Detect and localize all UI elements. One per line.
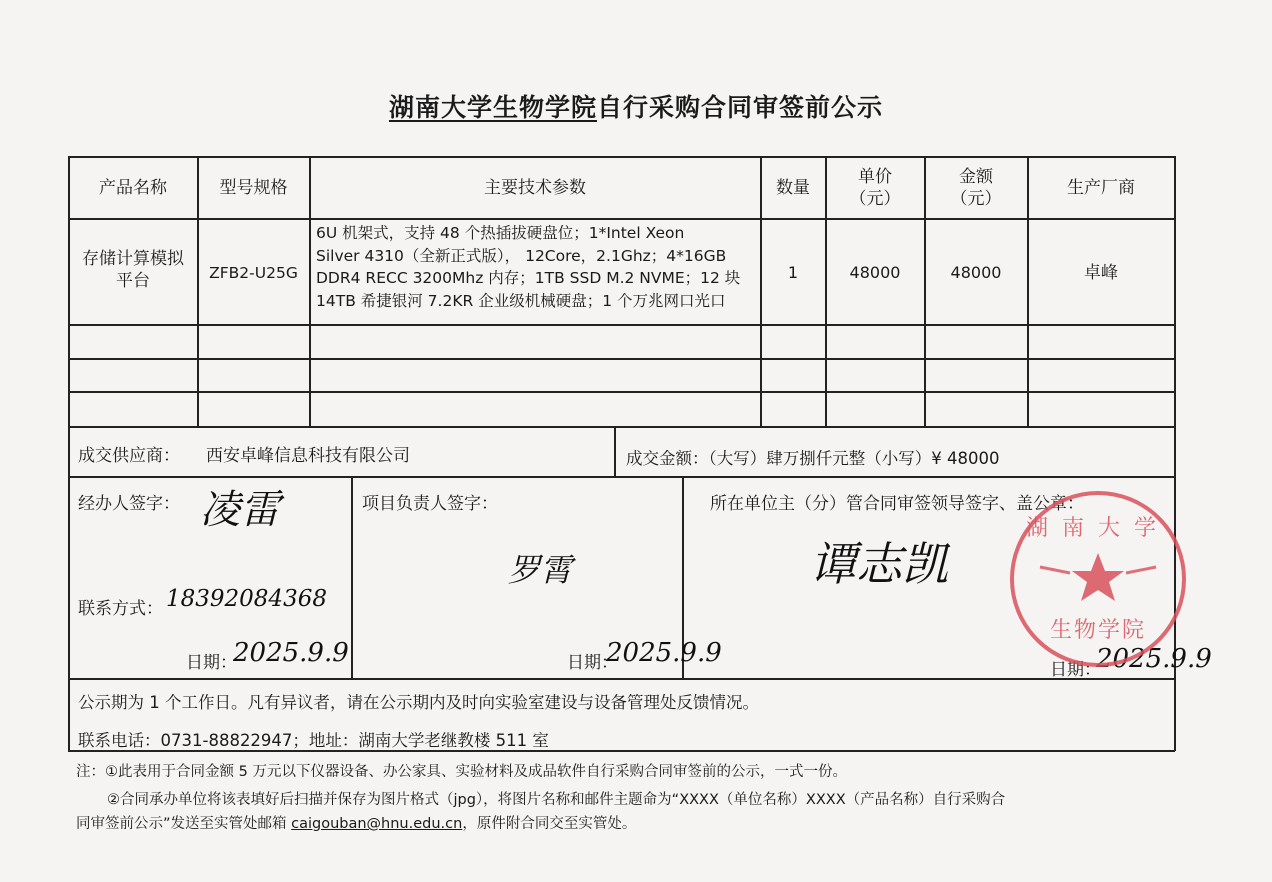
handler-label: 经办人签字： — [78, 494, 180, 514]
grid-line — [68, 678, 1175, 680]
param-line: Silver 4310（全新正式版）， 12Core，2.1Ghz；4*16GB — [316, 246, 727, 265]
date-label-2: 日期： — [567, 653, 618, 673]
publicity-line-2: 联系电话：0731-88822947；地址：湖南大学老继教楼 511 室 — [78, 731, 549, 750]
supplier-value: 西安卓峰信息科技有限公司 — [206, 446, 410, 466]
date-label-1: 日期： — [186, 653, 237, 673]
supplier-label: 成交供应商： — [78, 446, 180, 466]
note-3-post: ，原件附合同交至实管处。 — [462, 816, 637, 832]
handler-signature: 凌雷 — [200, 487, 280, 533]
cell-maker: 卓峰 — [1084, 262, 1118, 283]
seal-bar — [1126, 567, 1156, 573]
product-name-line1: 存储计算模拟 — [82, 249, 184, 269]
leader-label: 所在单位主（分）管合同审签领导签字、盖公章： — [710, 494, 1084, 514]
cell-unit-price: 48000 — [849, 262, 901, 282]
note-1: 注：①此表用于合同金额 5 万元以下仪器设备、办公家具、实验材料及成品软件自行采购合同审签前的公示，一式一份。 — [76, 764, 847, 780]
contact-value: 18392084368 — [166, 586, 327, 612]
grid-line — [68, 358, 1175, 360]
official-seal — [1006, 487, 1190, 671]
title-org: 湖南大学生物学院 — [388, 93, 597, 122]
header-params: 主要技术参数 — [484, 177, 586, 198]
header-product-name: 产品名称 — [99, 177, 167, 198]
header-unit-price-line2: （元） — [849, 188, 901, 209]
seal-top-text: 湖南大学 — [1025, 516, 1171, 541]
seal-bar — [1040, 567, 1070, 573]
note-3 — [76, 812, 636, 833]
publicity-line-1: 公示期为 1 个工作日。凡有异议者，请在公示期内及时向实验室建设与设备管理处反馈情况。 — [78, 693, 759, 712]
grid-line — [68, 218, 1175, 220]
grid-line — [68, 391, 1175, 393]
param-line: 6U 机架式，支持 48 个热插拔硬盘位；1*Intel Xeon — [316, 224, 685, 242]
header-unit-price — [826, 157, 924, 218]
note-2: ②合同承办单位将该表填好后扫描并保存为图片格式（jpg），将图片名称和邮件主题命为“XXXX（单位名称）XXXX（产品名称）自行采购合 — [107, 792, 1006, 808]
grid-line — [614, 426, 616, 477]
note-3-pre: 同审签前公示”发送至实管处邮箱 — [76, 816, 292, 832]
date-value-3: 2025.9.9 — [1096, 644, 1212, 674]
seal-bottom-text: 生物学院 — [1049, 618, 1147, 643]
cell-params — [316, 222, 760, 312]
contact-label: 联系方式： — [78, 599, 163, 619]
header-qty: 数量 — [776, 177, 810, 198]
product-name-line2: 平台 — [116, 271, 150, 291]
date-label-3: 日期： — [1050, 660, 1101, 680]
header-maker: 生产厂商 — [1067, 177, 1135, 198]
page-title — [0, 88, 1272, 124]
pm-label: 项目负责人签字： — [362, 494, 498, 514]
email-link[interactable]: caigouban@hnu.edu.cn — [291, 816, 463, 832]
header-amount-line1: 金额 — [959, 166, 993, 187]
header-unit-price-line1: 单价 — [858, 166, 892, 187]
cell-qty: 1 — [787, 262, 799, 282]
cell-product-name — [69, 230, 197, 310]
grid-line — [68, 426, 1175, 428]
title-text: 自行采购合同审签前公示 — [597, 93, 884, 122]
param-line: DDR4 RECC 3200Mhz 内存；1TB SSD M.2 NVME；12 块 — [316, 269, 741, 287]
leader-signature: 谭志凯 — [810, 537, 948, 591]
grid-line — [68, 324, 1175, 326]
param-line: 14TB 希捷银河 7.2KR 企业级机械硬盘；1 个万兆网口光口 — [316, 291, 726, 310]
header-amount — [925, 157, 1027, 218]
header-model: 型号规格 — [219, 177, 288, 198]
pm-signature: 罗霄 — [508, 551, 573, 589]
deal-amount: 成交金额：（大写）肆万捌仟元整（小写）¥ 48000 — [626, 449, 1000, 468]
grid-line — [351, 476, 353, 679]
seal-star-icon — [1072, 553, 1124, 601]
cell-model: ZFB2-U25G — [209, 263, 298, 282]
cell-amount: 48000 — [950, 262, 1002, 282]
date-value-2: 2025.9.9 — [606, 638, 722, 668]
date-value-1: 2025.9.9 — [233, 638, 349, 668]
header-amount-line2: （元） — [950, 188, 1002, 209]
